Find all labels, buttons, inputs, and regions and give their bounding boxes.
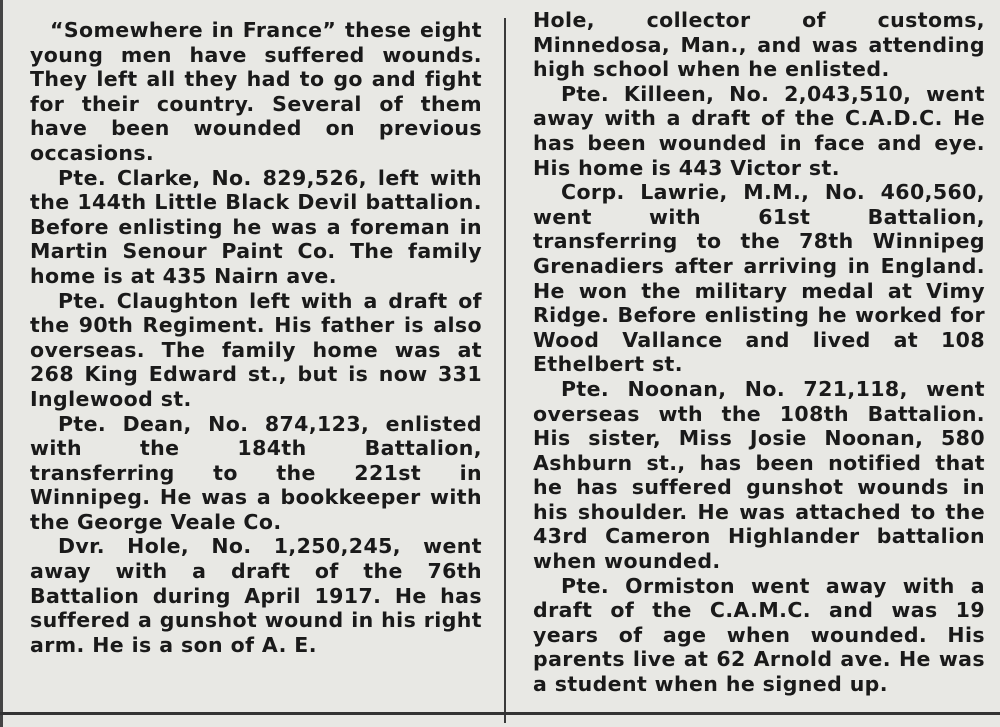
left-column: [30, 18, 482, 657]
paragraph-noonan: Pte. Noonan, No. 721,118, went overseas wth the 108th Battalion. His sister, Miss Josie Noonan, 580 Ashburn st., has been notified that he has suffered gunshot wounds in his shoulder. He was attached to the 43rd Cameron Highlander battalion when wounded.: [533, 376, 985, 574]
intro-paragraph: “Somewhere in France” these eight young men have suffered wounds. They left all they had to go and fight for their country. Several of them have been wounded on previous occasions.: [30, 18, 482, 165]
paragraph-hole-continued: Hole, collector of customs, Minnedosa, Man., and was attending high school when he enlisted.: [533, 8, 985, 82]
column-divider: [504, 18, 506, 723]
paragraph-claughton: Pte. Claughton left with a draft of the 90th Regiment. His father is also overseas. The family home was at 268 King Edward st., but is now 331 Inglewood st.: [30, 288, 482, 411]
paragraph-dean: Pte. Dean, No. 874,123, enlisted with the 184th Battalion, transferring to the 221st in Winnipeg. He was a bookkeeper with the George Veale Co.: [30, 411, 482, 534]
bottom-rule: [0, 712, 1000, 715]
paragraph-lawrie: Corp. Lawrie, M.M., No. 460,560, went with 61st Battalion, transferring to the 78th Winnipeg Grenadiers after arriving in England. He won the military medal at Vimy Ridge. Before enlisting he worked for Wood Vallance and lived at 108 Ethelbert st.: [533, 180, 985, 377]
paragraph-killeen: Pte. Killeen, No. 2,043,510, went away with a draft of the C.A.D.C. He has been wounded in face and eye. His home is 443 Victor st.: [533, 81, 985, 180]
paragraph-clarke: Pte. Clarke, No. 829,526, left with the 144th Little Black Devil battalion. Before enlisting he was a foreman in Martin Senour Paint Co. The family home is at 435 Nairn ave.: [30, 165, 482, 288]
paragraph-hole: Dvr. Hole, No. 1,250,245, went away with a draft of the 76th Battalion during April 1917. He has suffered a gunshot wound in his right arm. He is a son of A. E.: [30, 534, 482, 657]
paragraph-ormiston: Pte. Ormiston went away with a draft of the C.A.M.C. and was 19 years of age when wounded. His parents live at 62 Arnold ave. He was a student when he signed up.: [533, 573, 985, 697]
right-column: [533, 8, 985, 697]
left-edge-rule: [0, 0, 3, 727]
